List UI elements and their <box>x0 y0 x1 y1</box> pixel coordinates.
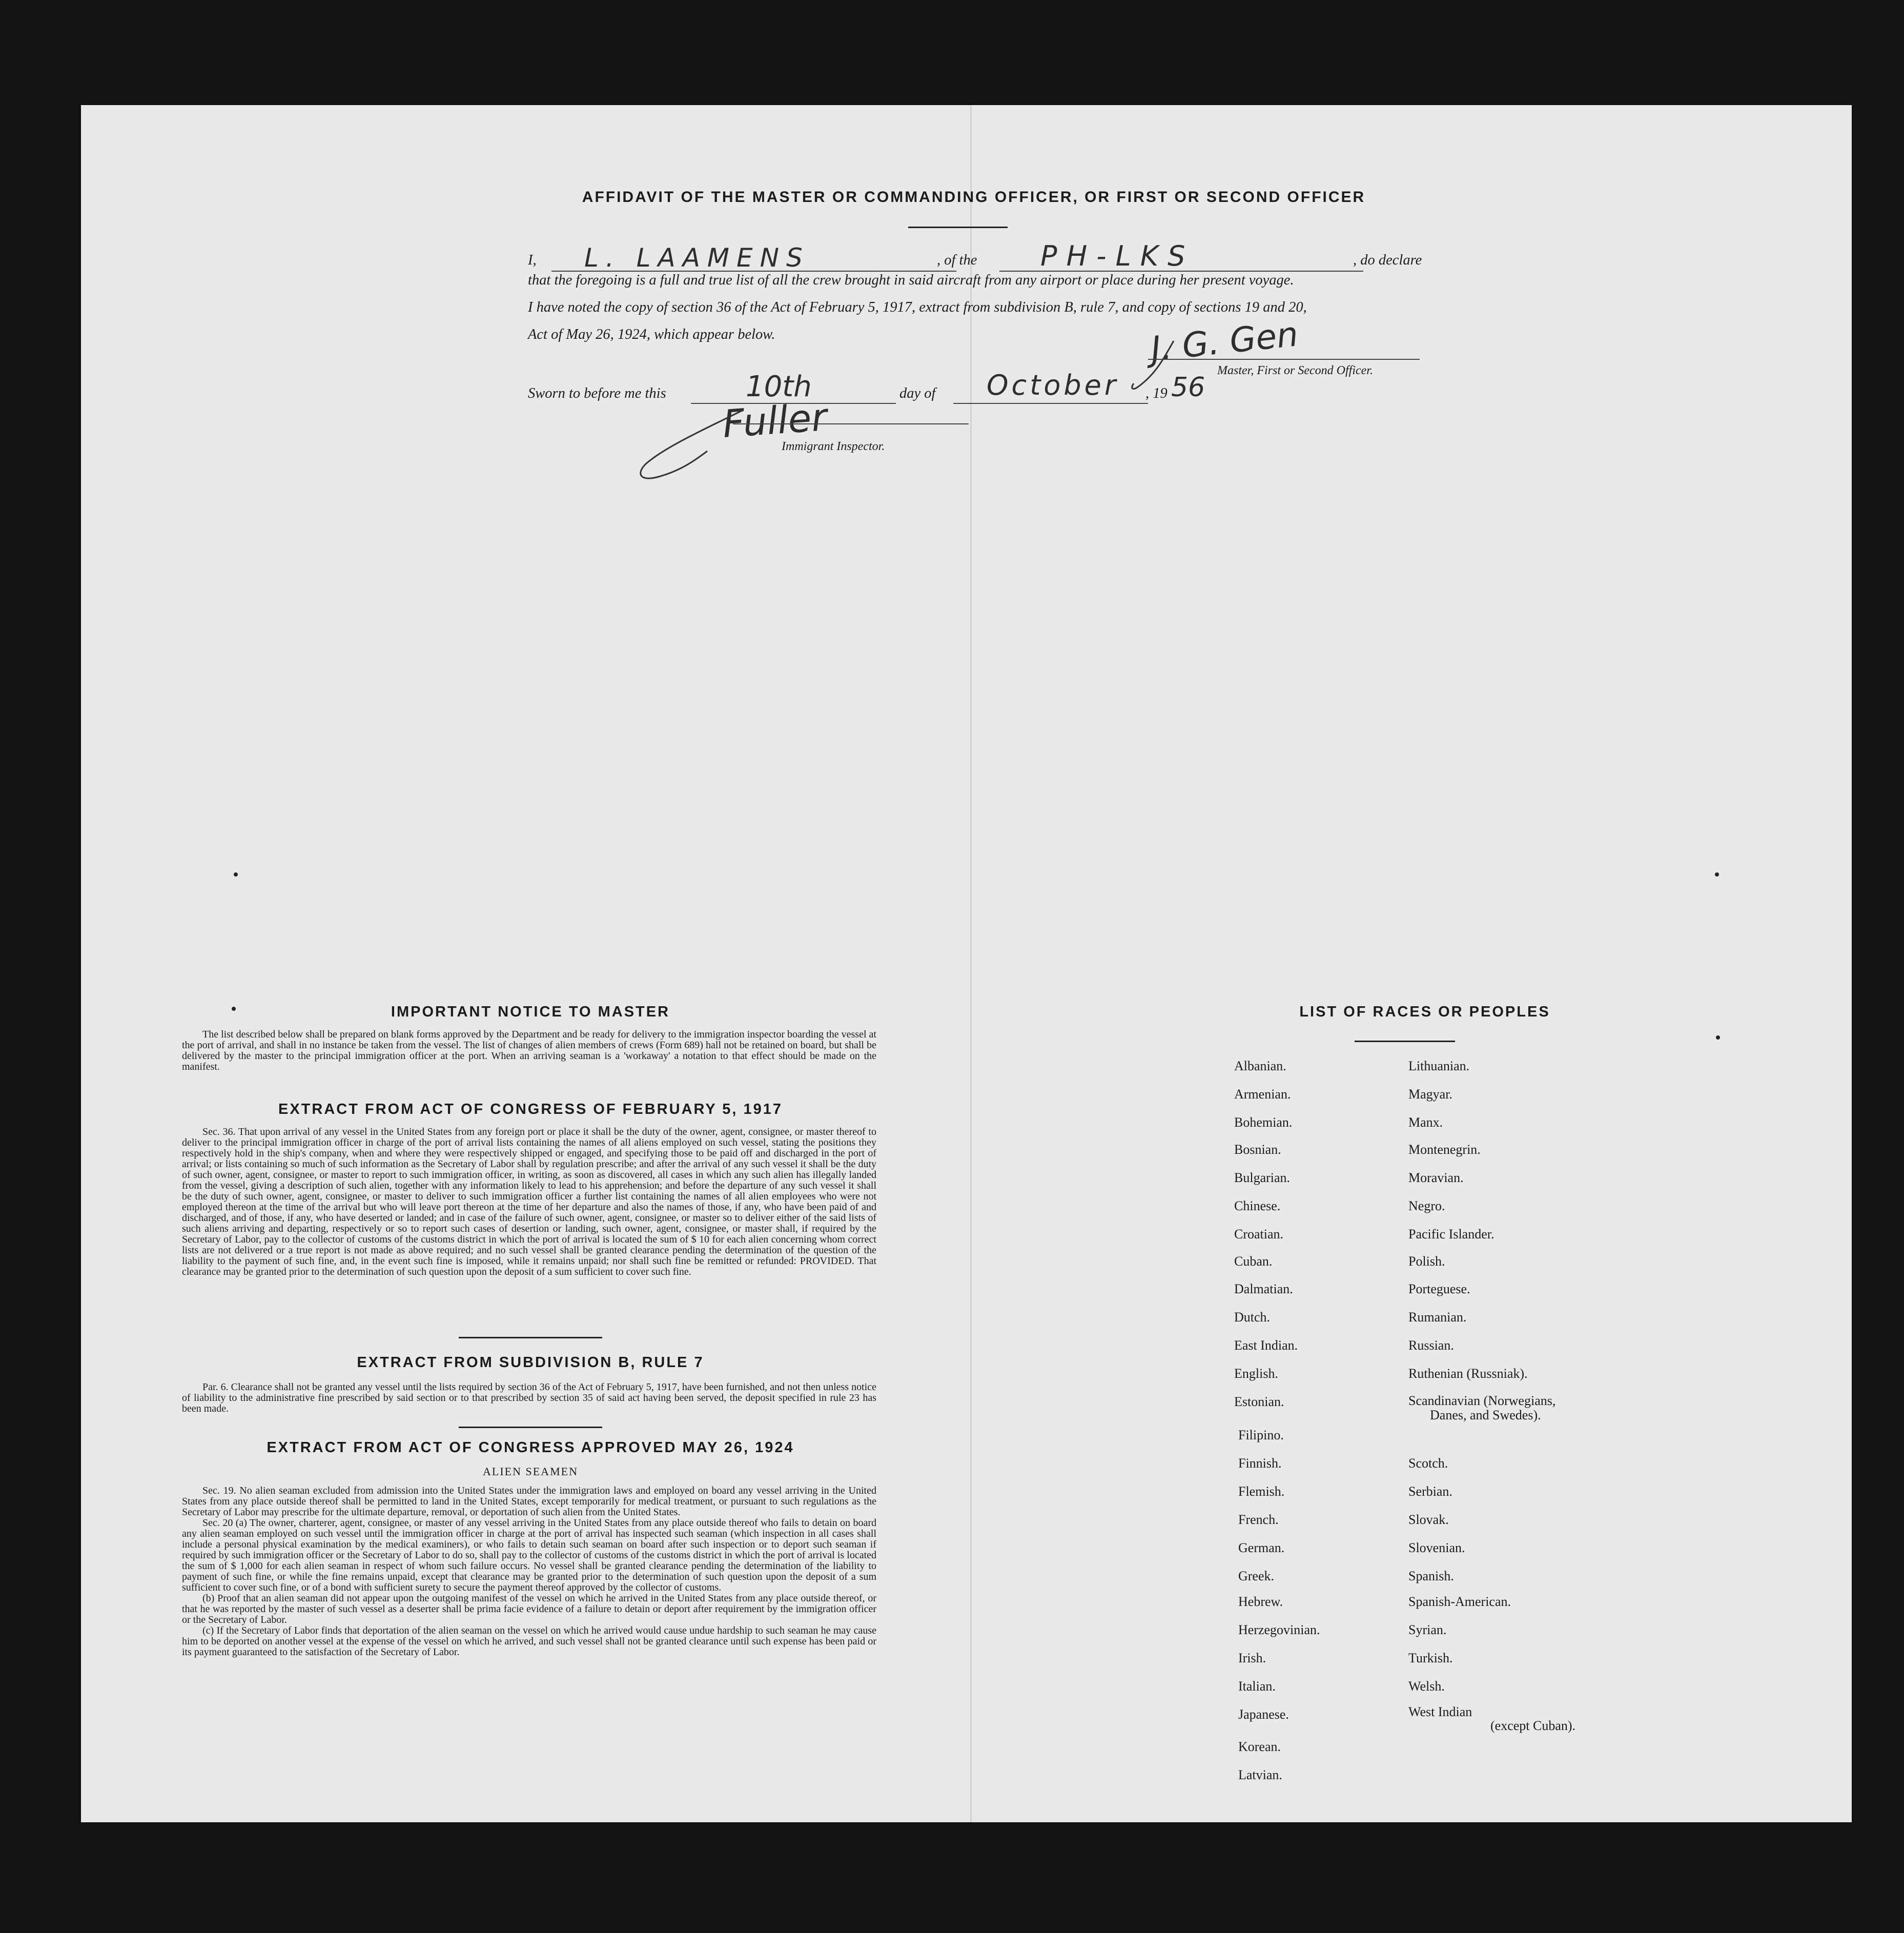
race-item: Hebrew. <box>1238 1594 1283 1609</box>
sec36-paragraph: Sec. 36. That upon arrival of any vessel in the United States from any foreign port or place it shall be the duty of the owner, agent, consignee, or master thereof to deliver to the principal immigration officer in charge of the port of arrival lists containing the names of all aliens employed on such vessel, stating the positions they respectively hold in the ship's company, when and where they were respectively shipped or engaged, and specifying those to be paid off and discharged in the port of arrival; or lists containing so much of such information as the Secretary of Labor shall by regulation prescribe; and after the arrival of any such vessel it shall be the duty of such owner, agent, consignee, or master to report to such immigration officer, in writing, as soon as discovered, all cases in which any such alien has illegally landed from the vessel, giving a description of such alien, together with any information likely to lead to his apprehension; and before the departure of any such vessel it shall be the duty of such owner, agent, consignee, or master to deliver to such immigration officer a further list containing the names of all alien employees who were not employed thereon at the time of the arrival but who will leave port thereon at the time of her departure and also the names of those, if any, who have been paid of and discharged, and of those, if any, who have deserted or landed; and in case of the failure of such owner, agent, consignee, or master so to deliver either of the said lists of such aliens arriving and departing, respectively or so to report such cases of desertion or landing, such owner, agent, consignee, or master shall, if required by the Secretary of Labor, pay to the collector of customs of the customs district in which the port of arrival is located the sum of $ 10 for each alien concerning whom correct lists are not delivered or a true report is not made as above required; and no such vessel shall be granted clearance pending the determination of the question of the liability to the payment of such fine, and, in the event such fine is imposed, while it remains unpaid; nor shall such fine be remitted or refunded: PROVIDED. That clearance may be granted prior to the determination of such question upon the deposit of a sum sufficient to cover such fine. <box>182 1126 876 1277</box>
race-item: Albanian. <box>1234 1059 1286 1073</box>
sec19-paragraph: Sec. 19. No alien seaman excluded from admission into the United States under the immigration laws and employed on board any vessel arriving in the United States from any place outside thereof shall be permitted to land in the United States, except temporarily for medical treatment, or pursuant to such regulations as the Secretary of Labor may prescribe for the ultimate departure, removal, or deportation of such alien from the United States. <box>182 1485 876 1518</box>
inspector-line <box>733 423 969 424</box>
extract-1924-title: EXTRACT FROM ACT OF CONGRESS APPROVED MAY 26, 1924 <box>267 1439 794 1456</box>
race-item: Moravian. <box>1408 1170 1464 1185</box>
race-item: Italian. <box>1238 1679 1276 1694</box>
race-item: Scandinavian (Norwegians, <box>1408 1393 1556 1408</box>
race-item: Serbian. <box>1408 1484 1452 1499</box>
master-signature: J. G. Gen <box>1149 314 1300 369</box>
year-prefix: , 19 <box>1145 385 1168 401</box>
race-item: Syrian. <box>1408 1622 1447 1637</box>
sec20a-paragraph: Sec. 20 (a) The owner, charterer, agent, consignee, or master of any vessel arriving in the United States from any place outside thereof who fails to detain on board any alien seaman employed on such vessel until the immigration officer in charge at the port of arrival has inspected such seaman (which inspection in all cases shall include a personal physical examination by the medical examiners), or who fails to detain such seaman on board after such inspection or to deport such seaman if required by such immigration officer or the Secretary of Labor to do so, shall pay to the collector of customs of the customs district in which the port of arrival is located the sum of $ 1,000 for each alien seaman in respect of whom such failure occurs. No vessel shall be granted clearance pending the determination of the liability to payment of such fine, or while the fine remains unpaid, except that clearance may be granted prior to the determination of such question upon the deposit of a sum sufficient to cover such fine, or of a bond with sufficient surety to secure the payment thereof approved by the collector of customs. <box>182 1517 876 1593</box>
race-item: Finnish. <box>1238 1456 1282 1471</box>
race-item: Latvian. <box>1238 1767 1282 1782</box>
inspector-caption: Immigrant Inspector. <box>782 440 885 453</box>
race-item: Bulgarian. <box>1234 1170 1291 1185</box>
extract-1924-text <box>182 1486 876 1658</box>
affidavit-title-rule <box>908 227 1008 228</box>
race-item: East Indian. <box>1234 1338 1298 1353</box>
do-declare-label: , do declare <box>1353 252 1422 268</box>
race-item: Spanish. <box>1408 1569 1454 1583</box>
race-item: Bosnian. <box>1234 1142 1281 1157</box>
race-item: Dutch. <box>1234 1310 1271 1325</box>
race-item: Slovak. <box>1408 1512 1449 1527</box>
sec20b-paragraph: (b) Proof that an alien seaman did not appear upon the outgoing manifest of the vessel on which he arrived in the United States from any place outside thereof, or that he was reported by the master of such vessel as a deserter shall be prima facie evidence of a failure to detain or deport after requirement by the immigration officer or the Secretary of Labor. <box>182 1593 876 1625</box>
race-item: Flemish. <box>1238 1484 1285 1499</box>
race-item: Chinese. <box>1234 1198 1281 1213</box>
race-item: Pacific Islander. <box>1408 1227 1494 1242</box>
race-item: Rumanian. <box>1408 1310 1467 1325</box>
race-item: Manx. <box>1408 1115 1443 1130</box>
month-line <box>953 403 1148 404</box>
extract-1917-rule <box>459 1337 602 1338</box>
race-item: Scotch. <box>1408 1456 1448 1471</box>
race-item: Polish. <box>1408 1254 1445 1269</box>
extract-1917-title: EXTRACT FROM ACT OF CONGRESS OF FEBRUARY 5, 1917 <box>278 1101 783 1117</box>
extract-rule7-title: EXTRACT FROM SUBDIVISION B, RULE 7 <box>357 1354 704 1371</box>
race-item: Bohemian. <box>1234 1115 1293 1130</box>
affidavit-body-line-1: that the foregoing is a full and true list of all the crew brought in said aircraft from any airport or place during her present voyage. <box>528 272 1294 288</box>
handwritten-month: October <box>987 369 1119 401</box>
race-item: Negro. <box>1408 1198 1445 1213</box>
race-item: West Indian <box>1408 1704 1472 1719</box>
notice-title: IMPORTANT NOTICE TO MASTER <box>391 1004 670 1020</box>
affidavit-prefix: I, <box>528 252 537 268</box>
race-item: Japanese. <box>1238 1707 1289 1722</box>
margin-dot <box>234 872 238 877</box>
race-item: Montenegrin. <box>1408 1142 1481 1157</box>
race-item: Irish. <box>1238 1651 1266 1665</box>
margin-dot <box>1716 1035 1720 1040</box>
extract-rule7-rule <box>459 1427 602 1428</box>
race-item: Slovenian. <box>1408 1540 1465 1555</box>
race-item: Estonian. <box>1234 1394 1284 1409</box>
handwritten-vessel: PH-LKS <box>1040 240 1195 272</box>
race-item: Turkish. <box>1408 1651 1453 1665</box>
notice-text <box>182 1029 876 1072</box>
handwritten-day: 10th <box>746 370 812 403</box>
affidavit-body-line-3: Act of May 26, 1924, which appear below. <box>528 327 775 342</box>
page-fold <box>970 105 972 1822</box>
race-item: English. <box>1234 1366 1278 1381</box>
alien-seamen-subtitle: ALIEN SEAMEN <box>483 1465 578 1478</box>
race-item: Danes, and Swedes). <box>1430 1408 1541 1422</box>
race-item: Ruthenian (Russniak). <box>1408 1366 1528 1381</box>
extract-1917-text <box>182 1127 876 1277</box>
extract-rule7-text <box>182 1382 876 1414</box>
race-item: Lithuanian. <box>1408 1059 1470 1073</box>
race-item: Croatian. <box>1234 1227 1284 1242</box>
handwritten-name: L. LAAMENS <box>584 243 810 273</box>
affidavit-title: AFFIDAVIT OF THE MASTER OR COMMANDING OFFICER, OR FIRST OR SECOND OFFICER <box>582 189 1366 206</box>
margin-dot <box>1715 872 1719 877</box>
race-item: (except Cuban). <box>1490 1718 1576 1733</box>
affidavit-body-line-2: I have noted the copy of section 36 of the Act of February 5, 1917, extract from subdivision B, rule 7, and copy of sections 19 and 20, <box>528 299 1307 315</box>
race-item: Porteguese. <box>1408 1281 1470 1296</box>
race-item: French. <box>1238 1512 1279 1527</box>
race-item: Korean. <box>1238 1739 1281 1754</box>
sec20c-paragraph: (c) If the Secretary of Labor finds that deportation of the alien seaman on the vessel on which he arrived would cause undue hardship to such seaman he may cause him to be deported on another vessel at the expense of the vessel on which he arrived, and such vessel shall not be granted clearance until such expense has been paid or its payment guaranteed to the satisfaction of the Secretary of Labor. <box>182 1625 876 1658</box>
par6-paragraph: Par. 6. Clearance shall not be granted any vessel until the lists required by section 36 of the Act of February 5, 1917, have been furnished, and not then unless notice of liability to the administrative fine prescribed by said section or to that prescribed by section 35 of said act having been served, the deposit specified in rule 23 has been made. <box>182 1381 876 1414</box>
race-item: Welsh. <box>1408 1679 1445 1694</box>
master-signature-line <box>1148 359 1420 360</box>
races-title-rule <box>1355 1041 1455 1042</box>
race-item: Spanish-American. <box>1408 1594 1511 1609</box>
handwritten-year: 56 <box>1171 372 1205 403</box>
race-item: Magyar. <box>1408 1087 1452 1102</box>
race-item: German. <box>1238 1540 1285 1555</box>
margin-dot <box>232 1007 236 1011</box>
inspector-signature: Fuller <box>721 395 829 446</box>
day-of-label: day of <box>899 385 936 401</box>
master-caption: Master, First or Second Officer. <box>1217 364 1373 377</box>
race-item: Armenian. <box>1234 1087 1291 1102</box>
inspector-signature-flourish <box>636 405 753 487</box>
race-item: Filipino. <box>1238 1428 1284 1442</box>
race-item: Greek. <box>1238 1569 1275 1583</box>
race-item: Russian. <box>1408 1338 1454 1353</box>
races-title: LIST OF RACES OR PEOPLES <box>1299 1004 1550 1020</box>
race-item: Herzegovinian. <box>1238 1622 1320 1637</box>
of-the-label: , of the <box>937 252 977 268</box>
sworn-label: Sworn to before me this <box>528 385 666 401</box>
notice-paragraph: The list described below shall be prepared on blank forms approved by the Department and be ready for delivery to the immigration inspector boarding the vessel at the port of arrival, and shall in no instance be taken from the vessel. The list of changes of alien members of crews (Form 689) hall not be retained on board, but shall be delivered by the master to the principal immigration officer at the port. When an arriving seaman is a 'workaway' a notation to that effect should be made on the manifest. <box>182 1029 876 1072</box>
race-item: Dalmatian. <box>1234 1281 1293 1296</box>
race-item: Cuban. <box>1234 1254 1273 1269</box>
